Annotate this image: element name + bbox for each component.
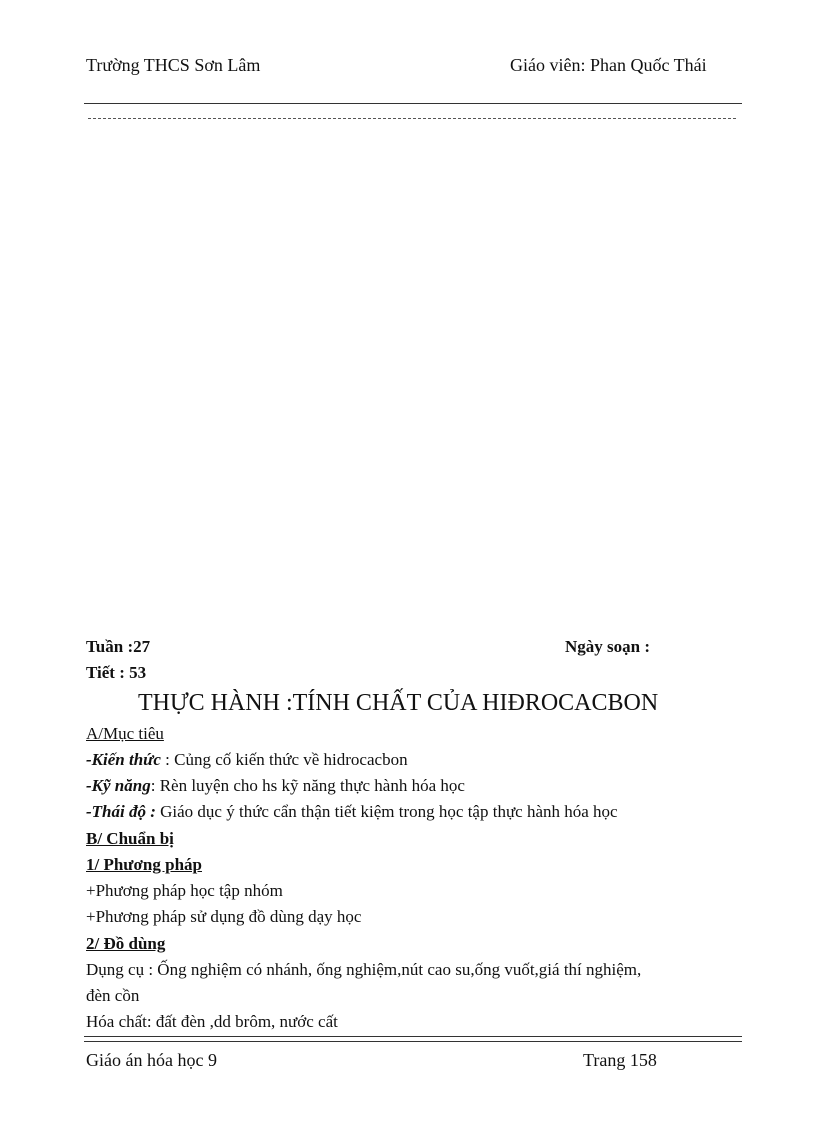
period-label: Tiết : 53	[86, 663, 147, 682]
section-b-heading: B/ Chuẩn bị	[86, 829, 174, 848]
knowledge-label: -Kiến thức	[86, 750, 161, 769]
teacher-name: Giáo viên: Phan Quốc Thái	[510, 55, 707, 75]
header-rule	[84, 103, 742, 104]
week-label: Tuần :27	[86, 637, 151, 656]
equipment-heading: 2/ Đồ dùng	[86, 934, 166, 953]
attitude-label: -Thái độ :	[86, 802, 156, 821]
skill-line	[86, 776, 465, 796]
method-heading: 1/ Phương pháp	[86, 855, 202, 874]
page-title: THỰC HÀNH :TÍNH CHẤT CỦA HIĐROCACBON	[138, 690, 659, 716]
footer-rule-top	[84, 1036, 742, 1037]
method-item-2: +Phương pháp sử dụng đồ dùng dạy học	[86, 907, 362, 926]
footer-page-number: Trang 158	[583, 1050, 657, 1070]
chemicals-line: Hóa chất: đất đèn ,dd brôm, nước cất	[86, 1012, 338, 1031]
footer-rule-bottom	[84, 1041, 742, 1042]
section-a-heading: A/Mục tiêu	[86, 724, 164, 743]
skill-text: : Rèn luyện cho hs kỹ năng thực hành hóa học	[150, 776, 465, 795]
date-label: Ngày soạn :	[565, 637, 651, 656]
skill-label: -Kỹ năng	[86, 776, 151, 795]
tools-line-1: Dụng cụ : Ống nghiệm có nhánh, ống nghiệm,nút cao su,ống vuốt,giá thí nghiệm,	[86, 960, 642, 979]
attitude-line	[86, 802, 618, 822]
knowledge-text: : Củng cố kiến thức về hidrocacbon	[160, 750, 408, 769]
attitude-text: Giáo dục ý thức cẩn thận tiết kiệm trong học tập thực hành hóa học	[155, 802, 618, 821]
school-name: Trường THCS Sơn Lâm	[86, 55, 261, 75]
method-item-1: +Phương pháp học tập nhóm	[86, 881, 283, 900]
knowledge-line	[86, 750, 408, 770]
header-dashed-rule	[88, 118, 736, 119]
footer-left: Giáo án hóa học 9	[86, 1050, 217, 1070]
tools-line-2: đèn cồn	[86, 986, 140, 1005]
